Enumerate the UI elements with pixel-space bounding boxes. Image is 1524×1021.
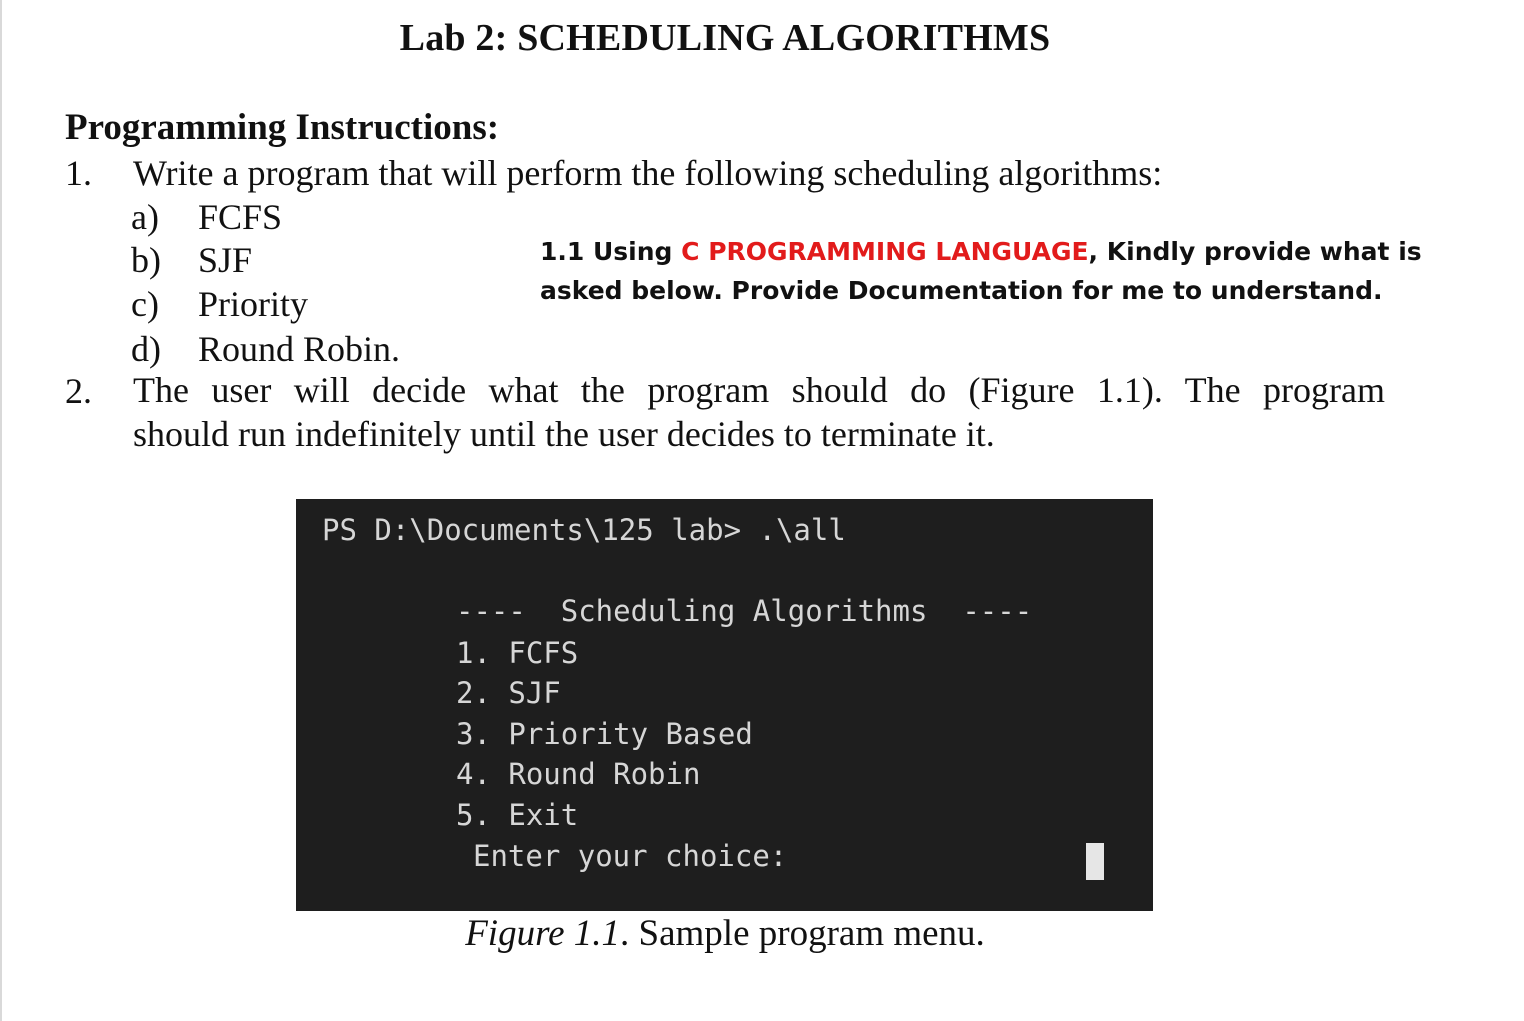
terminal-menu-header: ---- Scheduling Algorithms ---- [456, 594, 1033, 628]
figure-caption-label: Figure 1.1 [465, 913, 621, 954]
terminal-option-3: 3. Priority Based [456, 717, 753, 751]
figure-caption-text: . Sample program menu. [620, 913, 985, 954]
note-prefix: 1.1 Using [540, 237, 682, 266]
terminal-prompt: PS D:\Documents\125 lab> .\all [322, 513, 846, 547]
figure-caption [0, 912, 1450, 955]
item-2-text [133, 368, 1385, 456]
subitem-a-letter: a) [131, 197, 159, 237]
terminal-option-2: 2. SJF [456, 676, 561, 710]
note-suffix: , Kindly provide what is asked below. Provide Documentation for me to understand. [540, 237, 1422, 305]
terminal-option-4: 4. Round Robin [456, 757, 701, 791]
terminal-option-5: 5. Exit [456, 798, 579, 832]
subitem-b-letter: b) [131, 240, 161, 280]
item-1-number: 1. [65, 153, 92, 193]
note-highlight: C PROGRAMMING LANGUAGE [681, 237, 1089, 266]
subitem-d-letter: d) [131, 329, 161, 369]
item-2-number: 2. [65, 371, 92, 411]
subitem-a-text: FCFS [198, 197, 283, 237]
subitem-c-letter: c) [131, 284, 159, 324]
terminal-input-prompt: Enter your choice: [473, 839, 805, 873]
terminal-cursor [1086, 843, 1104, 880]
subitem-d-text: Round Robin. [198, 329, 401, 369]
subitem-c-text: Priority [198, 284, 309, 324]
section-heading: Programming Instructions: [65, 107, 500, 148]
terminal-option-1: 1. FCFS [456, 636, 579, 670]
terminal-screenshot [296, 499, 1153, 911]
item-1-text: Write a program that will perform the following scheduling algorithms: [133, 153, 1163, 193]
subitem-b-text: SJF [198, 240, 253, 280]
document-title: Lab 2: SCHEDULING ALGORITHMS [399, 17, 1051, 59]
assignment-note [540, 232, 1500, 310]
item-2-line-1: The user will decide what the program should do (Figure 1.1). The program [133, 370, 1385, 410]
page-edge [0, 0, 2, 1021]
item-2-line-2: should run indefinitely until the user decides to terminate it. [133, 414, 995, 454]
